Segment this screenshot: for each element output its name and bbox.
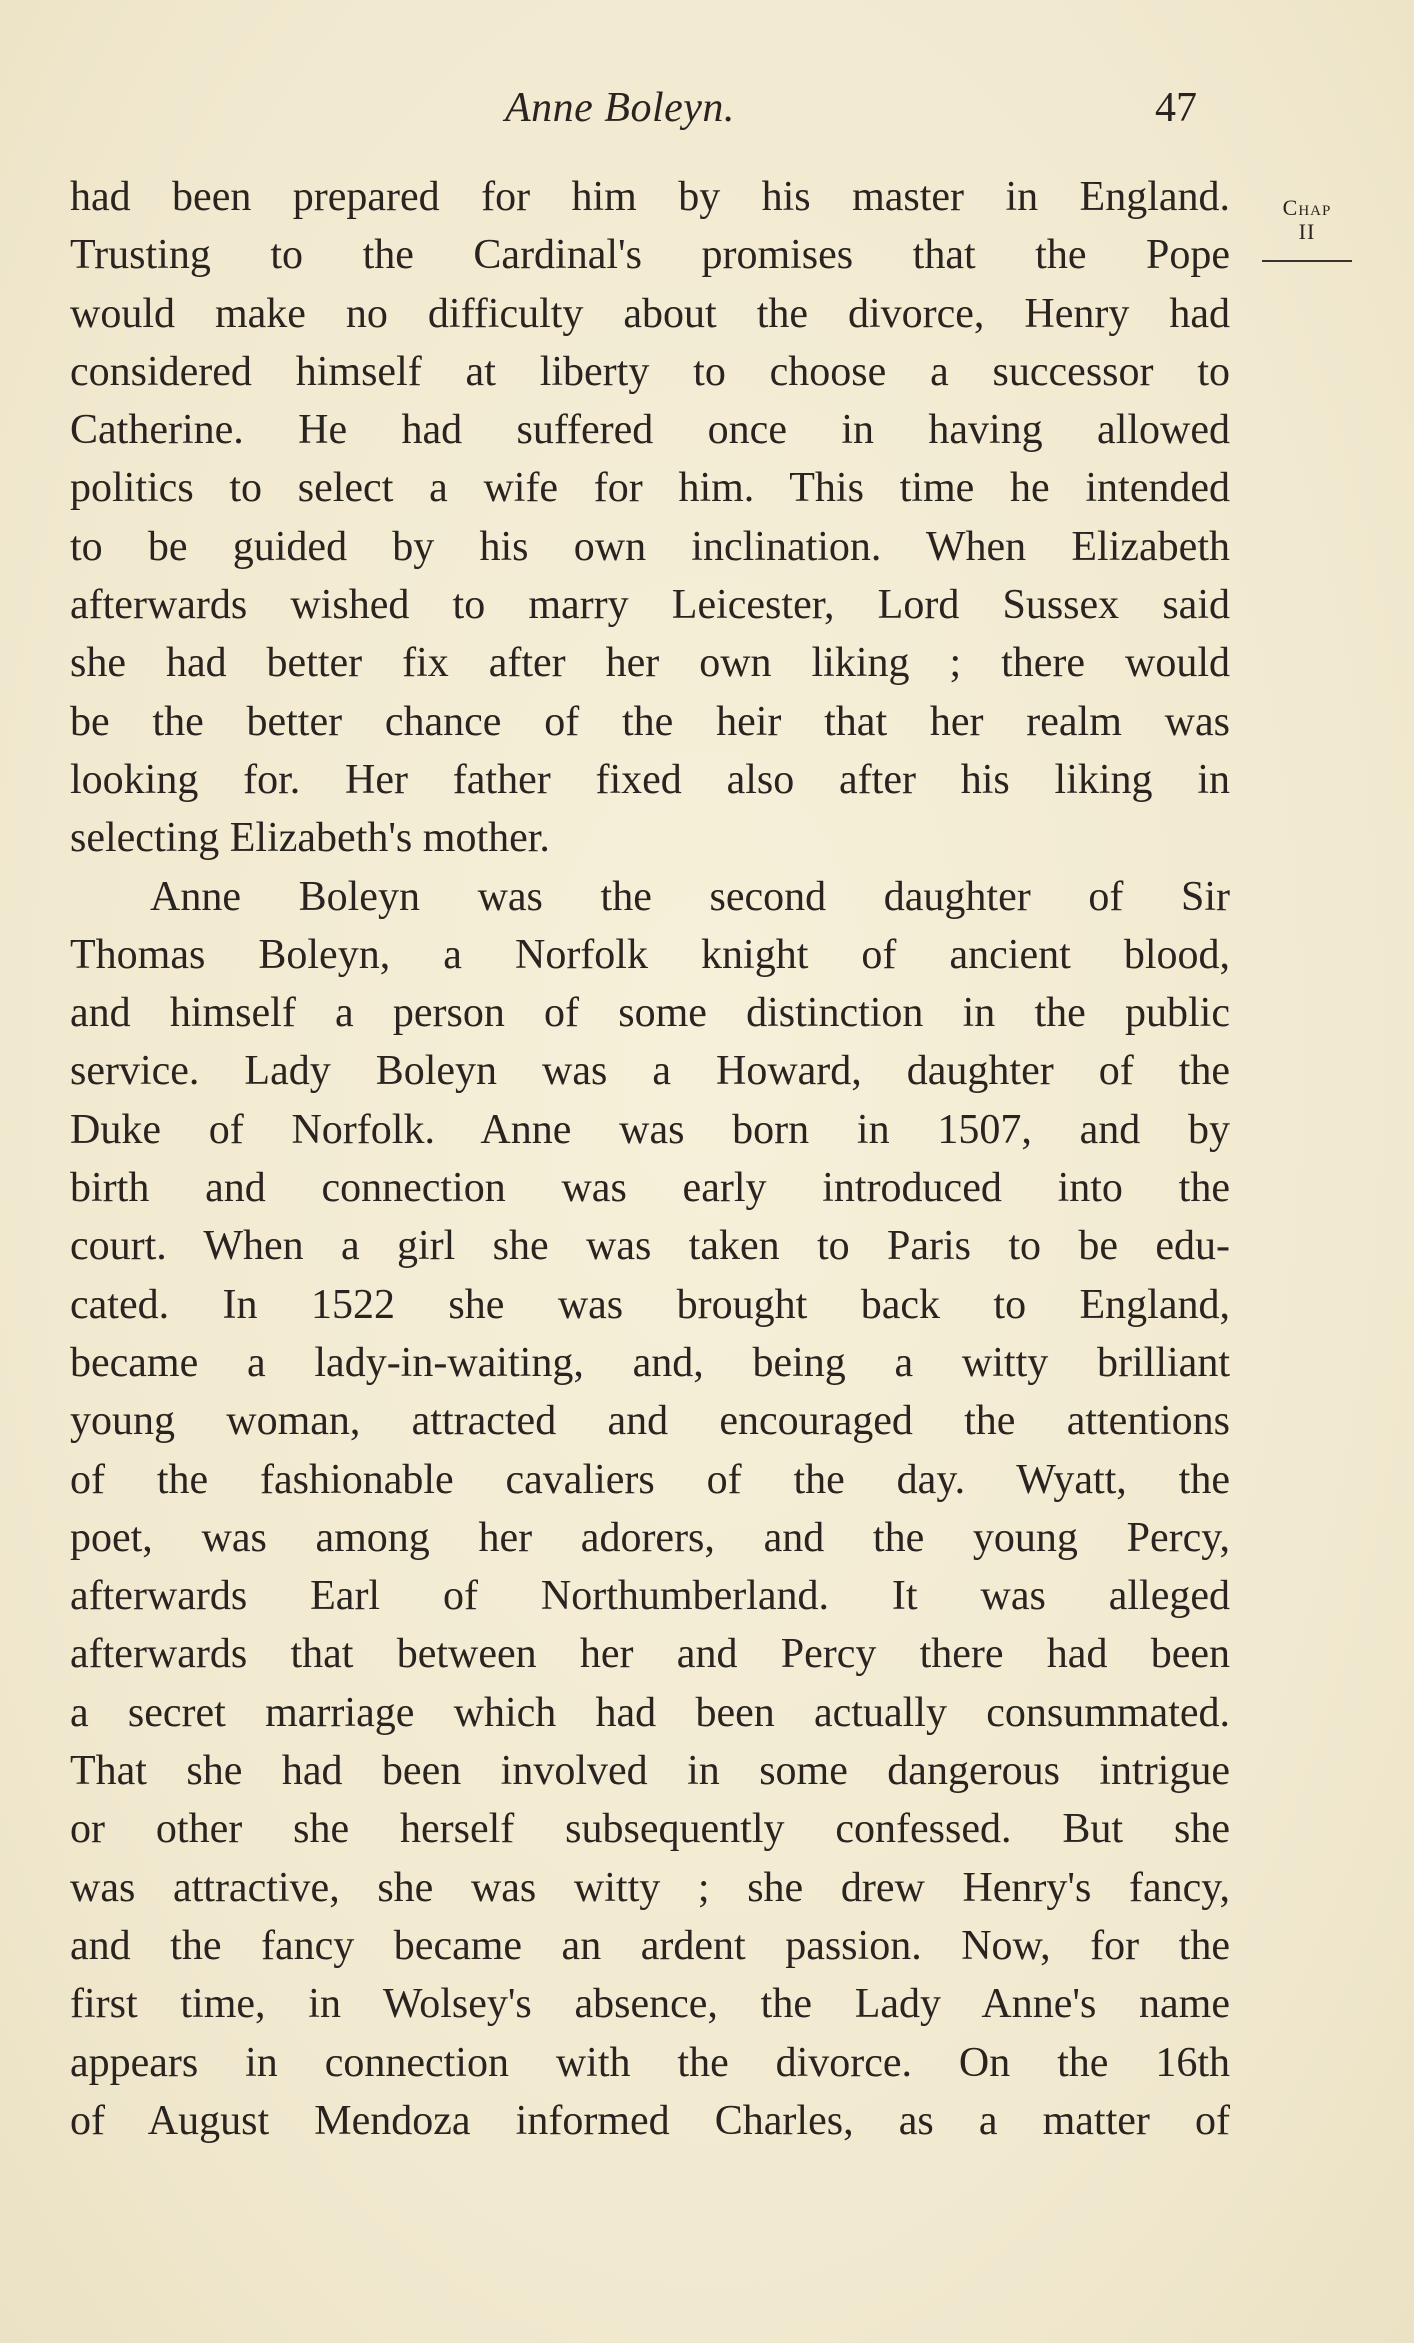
text-line: looking for. Her father fixed also after his liking in [70,756,1230,803]
text-line: Trusting to the Cardinal's promises that the Pope [70,232,1230,279]
text-line: to be guided by his own inclination. When Elizabeth [70,523,1230,570]
running-title: Anne Boleyn. [505,85,735,131]
text-line: court. When a girl she was taken to Paris to be edu- [70,1223,1230,1270]
text-line: be the better chance of the heir that her realm was [70,698,1230,745]
chapter-number: II [1298,219,1316,244]
text-line: first time, in Wolsey's absence, the Lady Anne's name [70,1981,1230,2028]
text-line: considered himself at liberty to choose a successor to [70,348,1230,395]
text-line: Thomas Boleyn, a Norfolk knight of ancient blood, [70,931,1230,978]
text-line: a secret marriage which had been actually consummated. [70,1689,1230,1736]
body-text [70,168,1230,2150]
text-line: selecting Elizabeth's mother. [70,815,550,862]
text-line: of the fashionable cavaliers of the day. Wyatt, the [70,1456,1230,1503]
text-line: became a lady-in-waiting, and, being a witty brilliant [70,1339,1230,1386]
text-line: service. Lady Boleyn was a Howard, daughter of the [70,1048,1230,1095]
text-line: cated. In 1522 she was brought back to England, [70,1281,1230,1328]
text-line: young woman, attracted and encouraged the attentions [70,1398,1230,1445]
text-line: Catherine. He had suffered once in having allowed [70,407,1230,454]
text-line: and the fancy became an ardent passion. Now, for the [70,1922,1230,1969]
paragraph-2 [70,868,1230,2151]
page-number: 47 [1155,85,1197,131]
text-line: poet, was among her adorers, and the young Percy, [70,1514,1230,1561]
text-line: afterwards Earl of Northumberland. It was alleged [70,1573,1230,1620]
text-line: afterwards wished to marry Leicester, Lord Sussex said [70,582,1230,629]
text-line: appears in connection with the divorce. On the 16th [70,2039,1230,2086]
text-line: Anne Boleyn was the second daughter of Sir [150,873,1230,920]
chapter-margin-note [1262,196,1352,262]
running-head [70,84,1230,144]
text-line: she had better fix after her own liking ; there would [70,640,1230,687]
paragraph-1 [70,168,1230,868]
text-line: Duke of Norfolk. Anne was born in 1507, and by [70,1106,1230,1153]
chapter-label: Chap [1282,195,1332,220]
text-line: afterwards that between her and Percy there had been [70,1631,1230,1678]
text-line: birth and connection was early introduced into the [70,1165,1230,1212]
text-line: That she had been involved in some dangerous intrigue [70,1748,1230,1795]
chapter-rule [1262,260,1352,262]
text-line: had been prepared for him by his master in England. [70,174,1230,220]
text-line: of August Mendoza informed Charles, as a matter of [70,2097,1230,2144]
text-line: politics to select a wife for him. This time he intended [70,465,1230,512]
text-line: or other she herself subsequently confessed. But she [70,1806,1230,1853]
text-line: would make no difficulty about the divorce, Henry had [70,290,1230,337]
text-line: and himself a person of some distinction in the public [70,990,1230,1037]
text-line: was attractive, she was witty ; she drew Henry's fancy, [70,1864,1230,1911]
